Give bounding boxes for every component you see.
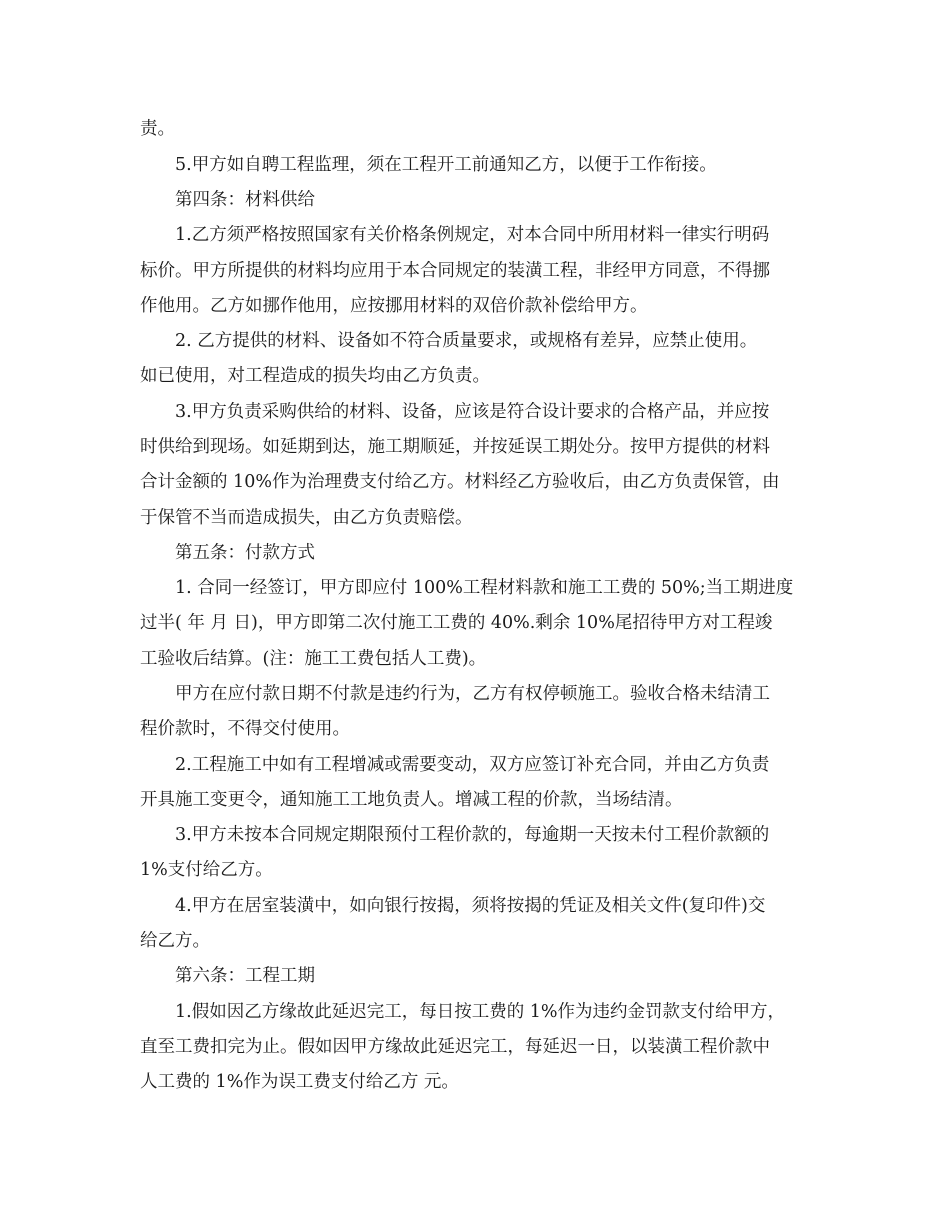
section-heading: 第四条：材料供给 <box>175 190 315 210</box>
text-line: 如已使用，对工程造成的损失均由乙方负责。 <box>140 366 490 386</box>
text-line: 3.甲方未按本合同规定期限预付工程价款的，每逾期一天按未付工程价款额的 <box>175 825 770 845</box>
text-line: 2. 乙方提供的材料、设备如不符合质量要求，或规格有差异，应禁止使用。 <box>175 331 758 351</box>
text-line: 直至工费扣完为止。假如因甲方缘故此延迟完工，每延迟一日，以装潢工程价款中 <box>140 1037 770 1057</box>
text-line: 时供给到现场。如延期到达，施工期顺延，并按延误工期处分。按甲方提供的材料 <box>140 437 770 457</box>
text-line: 2.工程施工中如有工程增减或需要变动，双方应签订补充合同，并由乙方负责 <box>175 755 770 775</box>
text-line: 作他用。乙方如挪作他用，应按挪用材料的双倍价款补偿给甲方。 <box>140 296 648 316</box>
text-line: 人工费的 1%作为误工费支付给乙方 元。 <box>140 1072 459 1092</box>
section-heading: 第六条：工程工期 <box>175 966 315 986</box>
text-line: 1. 合同一经签订，甲方即应付 100%工程材料款和施工工费的 50%;当工期进度 <box>175 578 794 598</box>
text-line: 标价。甲方所提供的材料均应用于本合同规定的装潢工程，非经甲方同意，不得挪 <box>140 261 770 281</box>
text-line: 1.乙方须严格按照国家有关价格条例规定，对本合同中所用材料一律实行明码 <box>175 225 770 245</box>
text-line: 1%支付给乙方。 <box>140 860 273 880</box>
text-line: 1.假如因乙方缘故此延迟完工，每日按工费的 1%作为违约金罚款支付给甲方， <box>175 1002 786 1022</box>
text-line: 责。 <box>140 119 175 139</box>
text-line: 甲方在应付款日期不付款是违约行为，乙方有权停顿施工。验收合格未结清工 <box>175 684 770 704</box>
section-heading: 第五条：付款方式 <box>175 543 315 563</box>
text-line: 4.甲方在居室装潢中，如向银行按揭，须将按揭的凭证及相关文件(复印件)交 <box>175 896 766 916</box>
text-line: 合计金额的 10%作为治理费支付给乙方。材料经乙方验收后，由乙方负责保管，由 <box>140 472 780 492</box>
text-line: 程价款时，不得交付使用。 <box>140 719 350 739</box>
text-line: 于保管不当而造成损失，由乙方负责赔偿。 <box>140 508 473 528</box>
text-line: 过半( 年 月 日)，甲方即第二次付施工工费的 40%.剩余 10%尾招待甲方对工程竣 <box>140 613 773 633</box>
text-line: 开具施工变更令，通知施工工地负责人。增减工程的价款，当场结清。 <box>140 790 683 810</box>
text-line: 5.甲方如自聘工程监理，须在工程开工前通知乙方，以便于工作衔接。 <box>175 155 717 175</box>
text-line: 给乙方。 <box>140 931 210 951</box>
text-line: 3.甲方负责采购供给的材料、设备，应该是符合设计要求的合格产品，并应按 <box>175 402 770 422</box>
text-line: 工验收后结算。(注：施工工费包括人工费)。 <box>140 649 487 669</box>
